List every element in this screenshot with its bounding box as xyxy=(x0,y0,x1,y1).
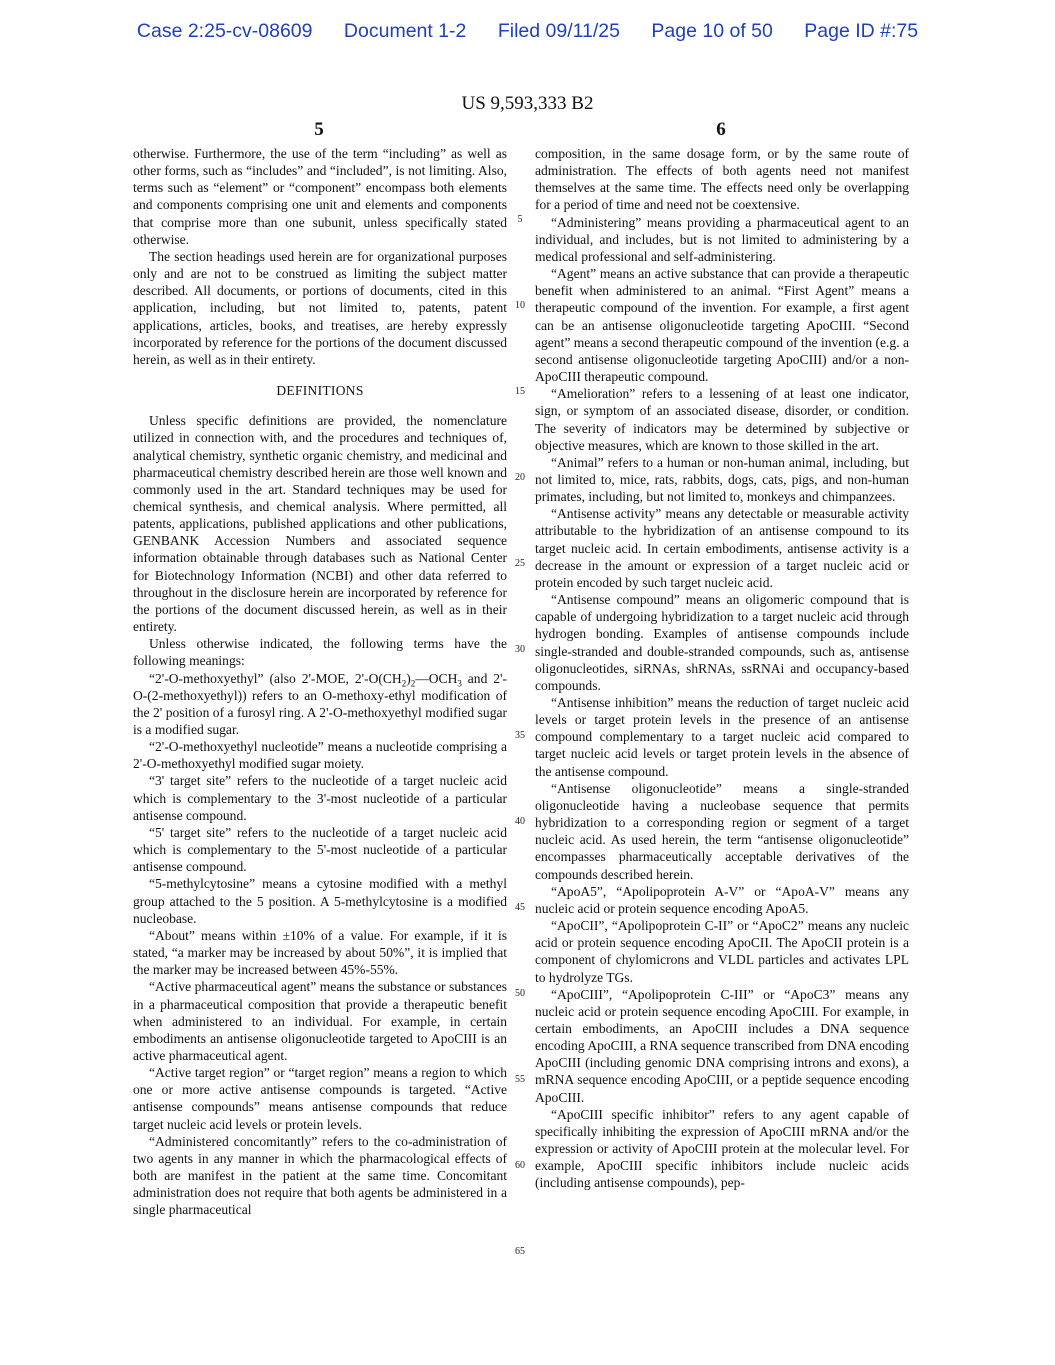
line-number: 45 xyxy=(515,902,525,913)
paragraph: “Antisense inhibition” means the reduction of target nucleic acid levels or target protein levels in the presence of an antisense compound complementary to a target nucleic acid compared to target nucleic acid levels or target protein levels in the absence of the antisense compound. xyxy=(535,695,909,779)
paragraph: “5-methylcytosine” means a cytosine modified with a methyl group attached to the 5 position. A 5-methylcytosine is a modified nucleobase. xyxy=(133,876,507,926)
paragraph: otherwise. Furthermore, the use of the term “including” as well as other forms, such as “includes” and “included”, is not limiting. Also, terms such as “element” or “component” encompass both elements and components comprising one unit and elements and components that comprise more than one subunit, unless specifically stated otherwise. xyxy=(133,146,507,247)
line-number: 30 xyxy=(515,644,525,655)
line-number: 20 xyxy=(515,472,525,483)
paragraph: “3' target site” refers to the nucleotide of a target nucleic acid which is complementary to the 3'-most nucleotide of a particular antisense compound. xyxy=(133,773,507,823)
line-number: 40 xyxy=(515,816,525,827)
paragraph: “Animal” refers to a human or non-human animal, including, but not limited to, mice, rats, rabbits, dogs, cats, pigs, and non-human primates, including, but not limited to, monkeys and chimpanzees. xyxy=(535,454,909,505)
left-column xyxy=(133,145,507,1219)
paragraph: “Administered concomitantly” refers to the co-administration of two agents in any manner in which the pharmacological effects of both are manifest in the patient at the same time. Concomitant administration does not require that both agents be administered in a single pharmaceutical xyxy=(133,1133,507,1218)
paragraph: “Active pharmaceutical agent” means the substance or substances in a pharmaceutical composition that provide a therapeutic benefit when administered to an individual. For example, in certain embodiments an antisense oligonucleotide targeted to ApoCIII is an active pharmaceutical agent. xyxy=(133,979,507,1063)
paragraph: Unless otherwise indicated, the following terms have the following meanings: xyxy=(133,636,507,669)
paragraph: The section headings used herein are for organizational purposes only and are not to be construed as limiting the subject matter described. All documents, or portions of documents, cited in this application, including, but not limited to, patents, patent applications, articles, books, and treatises, are hereby expressly incorporated by reference for the portions of the document discussed herein, as well as in their entirety. xyxy=(133,248,507,367)
paragraph: “ApoCII”, “Apolipoprotein C-II” or “ApoC2” means any nucleic acid or protein sequence encoding ApoCII. The ApoCII protein is a component of chylomicrons and VLDL particles and activates LPL to hydrolyze TGs. xyxy=(535,918,909,985)
paragraph: “2'-O-methoxyethyl” (also 2'-MOE, $2'-O(CH_2)_2—OCH_3$ and 2'-O-(2-methoxyethyl)) refers to an O-methoxy-ethyl modification of the 2' position of a furosyl ring. A 2'-O-methoxyethyl modified sugar is a modified sugar. xyxy=(133,670,508,737)
line-number: 50 xyxy=(515,988,525,999)
case-number: Case 2:25-cv-08609 xyxy=(136,20,313,42)
page-number: Page 10 of 50 xyxy=(651,20,773,42)
document-number: Document 1-2 xyxy=(343,20,467,42)
paragraph: “About” means within ±10% of a value. For example, if it is stated, “a marker may be increased by about 50%”, it is implied that the marker may be increased between 45%-55%. xyxy=(133,927,507,978)
patent-number: US 9,593,333 B2 xyxy=(461,93,594,114)
paragraph: “Active target region” or “target region” means a region to which one or more active antisense compounds is targeted. “Active antisense compounds” means antisense compounds that reduce target nucleic acid levels or protein levels. xyxy=(133,1065,507,1132)
paragraph: “Antisense compound” means an oligomeric compound that is capable of undergoing hybridization to a target nucleic acid through hydrogen bonding. Examples of antisense compounds include single-stranded and double-stranded compounds, such as, antisense oligonucleotides, siRNAs, shRNAs, ssRNAi and occupancy-based compounds. xyxy=(535,592,909,693)
court-filing-header xyxy=(0,20,1055,43)
line-number: 25 xyxy=(515,558,525,569)
paragraph: “5' target site” refers to the nucleotide of a target nucleic acid which is complementary to the 5'-most nucleotide of a particular antisense compound. xyxy=(133,824,507,875)
line-number: 60 xyxy=(515,1160,525,1171)
left-column-number: 5 xyxy=(314,119,324,140)
right-column-number: 6 xyxy=(716,119,726,140)
paragraph: Unless specific definitions are provided, the nomenclature utilized in connection with, and the procedures and techniques of, analytical chemistry, synthetic organic chemistry, and medicinal and pharmaceutical chemistry described herein are those well known and commonly used in the art. Standard techniques may be used for chemical synthesis, and chemical analysis. Where permitted, all patents, applications, published applications and other publications, GENBANK Accession Numbers and associated sequence information obtainable through databases such as National Center for Biotechnology Information (NCBI) and other data referred to throughout in the disclosure herein are incorporated by reference for the portions of the document discussed herein, as well as in their entirety. xyxy=(133,413,507,635)
paragraph: “ApoCIII”, “Apolipoprotein C-III” or “ApoC3” means any nucleic acid or protein sequence encoding ApoCIII. For example, in certain embodiments, an ApoCIII includes a DNA sequence encoding ApoCIII, a RNA sequence transcribed from DNA encoding ApoCIII (including genomic DNA comprising introns and exons), a mRNA sequence encoding ApoCIII, or a peptide sequence encoding ApoCIII. xyxy=(535,986,909,1105)
line-number: 10 xyxy=(515,300,525,311)
page-id: Page ID #:75 xyxy=(804,20,919,42)
filed-date: Filed 09/11/25 xyxy=(497,20,620,42)
paragraph: “Amelioration” refers to a lessening of at least one indicator, sign, or symptom of an associated disease, disorder, or condition. The severity of indicators may be determined by subjective or objective measures, which are known to those skilled in the art. xyxy=(535,386,909,453)
paragraph: “Antisense oligonucleotide” means a single-stranded oligonucleotide having a nucleobase sequence that permits hybridization to a corresponding region or segment of a target nucleic acid. As used herein, the term “antisense oligonucleotide” encompasses pharmaceutically acceptable derivatives of the compounds described herein. xyxy=(535,780,909,882)
paragraph: “ApoCIII specific inhibitor” refers to any agent capable of specifically inhibiting the expression of ApoCIII mRNA and/or the expression or activity of ApoCIII protein at the molecular level. For example, ApoCIII specific inhibitors include nucleic acids (including antisense compounds), pep- xyxy=(535,1106,909,1191)
right-column xyxy=(535,145,909,1192)
line-number: 35 xyxy=(515,730,525,741)
line-number: 55 xyxy=(515,1074,525,1085)
paragraph: “2'-O-methoxyethyl nucleotide” means a nucleotide comprising a 2'-O-methoxyethyl modified sugar moiety. xyxy=(133,739,507,772)
line-number: 15 xyxy=(515,386,525,397)
line-number: 65 xyxy=(515,1246,525,1257)
paragraph: “ApoA5”, “Apolipoprotein A-V” or “ApoA-V” means any nucleic acid or protein sequence encoding ApoA5. xyxy=(535,883,909,916)
paragraph: “Administering” means providing a pharmaceutical agent to an individual, and includes, but is not limited to administering by a medical professional and self-administering. xyxy=(535,214,909,264)
paragraph: “Agent” means an active substance that can provide a therapeutic benefit when administered to an animal. “First Agent” means a therapeutic compound of the invention. For example, a first agent can be an antisense oligonucleotide targeting ApoCIII. “Second agent” means a second therapeutic compound of the invention (e.g. a second antisense oligonucleotide targeting ApoCIII) and/or a non-ApoCIII therapeutic compound. xyxy=(535,266,909,385)
line-number: 5 xyxy=(517,214,523,225)
paragraph: “Antisense activity” means any detectable or measurable activity attributable to the hybridization of an antisense compound to its target nucleic acid. In certain embodiments, antisense activity is a decrease in the amount or expression of a target nucleic acid or protein encoded by such target nucleic acid. xyxy=(535,506,909,590)
paragraph: composition, in the same dosage form, or by the same route of administration. The effects of both agents need not manifest themselves at the same time. The effects need only be overlapping for a period of time and need not be coextensive. xyxy=(535,146,909,213)
section-heading: DEFINITIONS xyxy=(276,383,364,399)
